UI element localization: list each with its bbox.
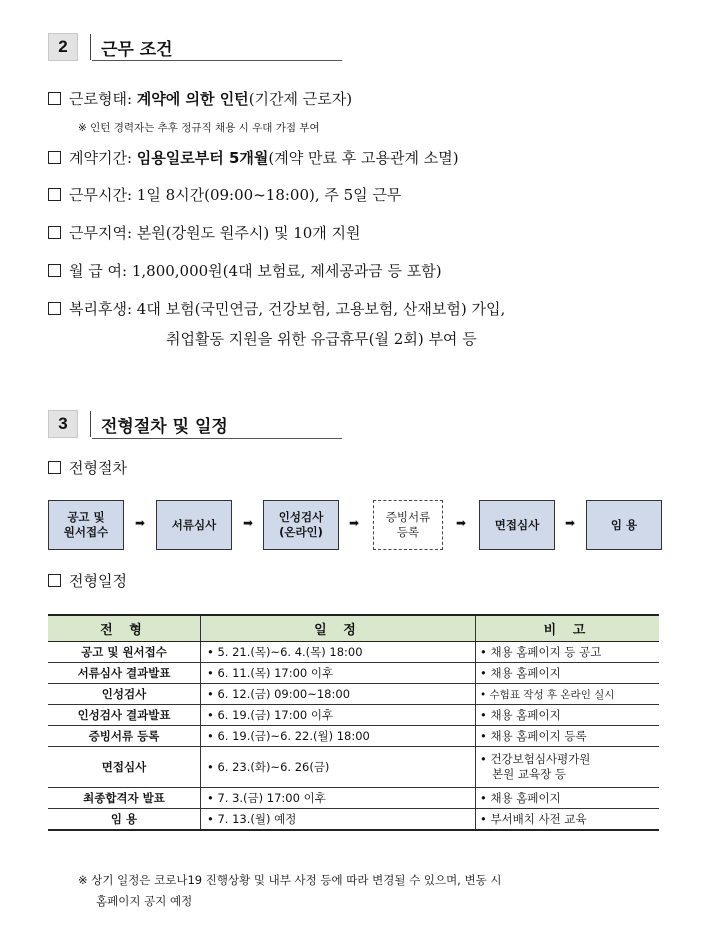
item-welfare: 복리후생: 4대 보험(국민연금, 건강보험, 고용보험, 산재보험) 가입, bbox=[48, 298, 664, 319]
checkbox-icon bbox=[48, 92, 61, 105]
table-row: 서류심사 결과발표 • 6. 11.(목) 17:00 이후 • 채용 홈페이지 bbox=[48, 663, 659, 684]
item-work-type: 근로형태: 계약에 의한 인턴(기간제 근로자) bbox=[48, 88, 664, 109]
section-title: 근무 조건 bbox=[101, 39, 173, 60]
schedule-table bbox=[48, 614, 659, 831]
schedule-label: 전형일정 bbox=[48, 570, 664, 591]
note-intern-bonus: ※ 인턴 경력자는 추후 정규직 채용 시 우대 가점 부여 bbox=[78, 122, 320, 134]
checkbox-icon bbox=[48, 574, 61, 587]
divider bbox=[90, 411, 91, 437]
flow-step-announcement: 공고 및 원서접수 bbox=[48, 500, 124, 550]
item-work-location: 근무지역: 본원(강원도 원주시) 및 10개 지원 bbox=[48, 222, 664, 243]
flow-step-evidence-docs: 증빙서류 등록 bbox=[373, 500, 443, 550]
header-stage: 전 형 bbox=[48, 615, 201, 642]
flow-step-interview: 면접심사 bbox=[479, 500, 555, 550]
section-underline bbox=[92, 60, 342, 61]
header-remarks: 비 고 bbox=[476, 615, 660, 642]
table-row: 증빙서류 등록 • 6. 19.(금)~6. 22.(월) 18:00 • 채용 홈페이지 등록 bbox=[48, 726, 659, 747]
checkbox-icon bbox=[48, 302, 61, 315]
table-header-row bbox=[48, 615, 659, 642]
process-label: 전형절차 bbox=[48, 457, 664, 478]
section-number: 2 bbox=[48, 33, 78, 61]
arrow-icon: ➡ bbox=[243, 516, 254, 530]
divider bbox=[90, 34, 91, 60]
flow-step-document-review: 서류심사 bbox=[156, 500, 232, 550]
table-row: 공고 및 원서접수 • 5. 21.(목)~6. 4.(목) 18:00 • 채용 홈페이지 등 공고 bbox=[48, 642, 659, 663]
section-underline bbox=[92, 438, 342, 439]
checkbox-icon bbox=[48, 264, 61, 277]
table-row: 인성검사 결과발표 • 6. 19.(금) 17:00 이후 • 채용 홈페이지 bbox=[48, 705, 659, 726]
checkbox-icon bbox=[48, 151, 61, 164]
item-work-hours: 근무시간: 1일 8시간(09:00~18:00), 주 5일 근무 bbox=[48, 184, 664, 205]
checkbox-icon bbox=[48, 461, 61, 474]
section-number: 3 bbox=[48, 410, 78, 438]
item-contract-period: 계약기간: 임용일로부터 5개월(계약 만료 후 고용관계 소멸) bbox=[48, 147, 664, 168]
flow-step-personality-test: 인성검사 (온라인) bbox=[263, 500, 339, 550]
flow-step-appointment: 임 용 bbox=[586, 500, 662, 550]
section-title: 전형절차 및 일정 bbox=[101, 416, 228, 437]
section-3-header bbox=[48, 410, 228, 438]
checkbox-icon bbox=[48, 226, 61, 239]
footnote-schedule-change: ※ 상기 일정은 코로나19 진행상황 및 내부 사정 등에 따라 변경될 수 있으며, 변동 시 bbox=[78, 873, 502, 887]
arrow-icon: ➡ bbox=[135, 516, 146, 530]
item-welfare-line2: 취업활동 지원을 위한 유급휴무(월 2회) 부여 등 bbox=[166, 330, 477, 348]
arrow-icon: ➡ bbox=[349, 516, 360, 530]
table-row: 면접심사 • 6. 23.(화)~6. 26(금) • 건강보험심사평가원 본원 교육장 등 bbox=[48, 747, 659, 788]
arrow-icon: ➡ bbox=[456, 516, 467, 530]
header-schedule: 일 정 bbox=[201, 615, 476, 642]
item-salary: 월 급 여: 1,800,000원(4대 보험료, 제세공과금 등 포함) bbox=[48, 260, 664, 281]
section-2-header bbox=[48, 33, 173, 61]
table-row: 임 용 • 7. 13.(월) 예정 • 부서배치 사전 교육 bbox=[48, 809, 659, 831]
footnote-homepage-notice: 홈페이지 공지 예정 bbox=[96, 894, 193, 908]
table-row: 인성검사 • 6. 12.(금) 09:00~18:00 • 수험표 작성 후 온라인 실시 bbox=[48, 684, 659, 705]
table-row: 최종합격자 발표 • 7. 3.(금) 17:00 이후 • 채용 홈페이지 bbox=[48, 788, 659, 809]
checkbox-icon bbox=[48, 188, 61, 201]
arrow-icon: ➡ bbox=[565, 516, 576, 530]
